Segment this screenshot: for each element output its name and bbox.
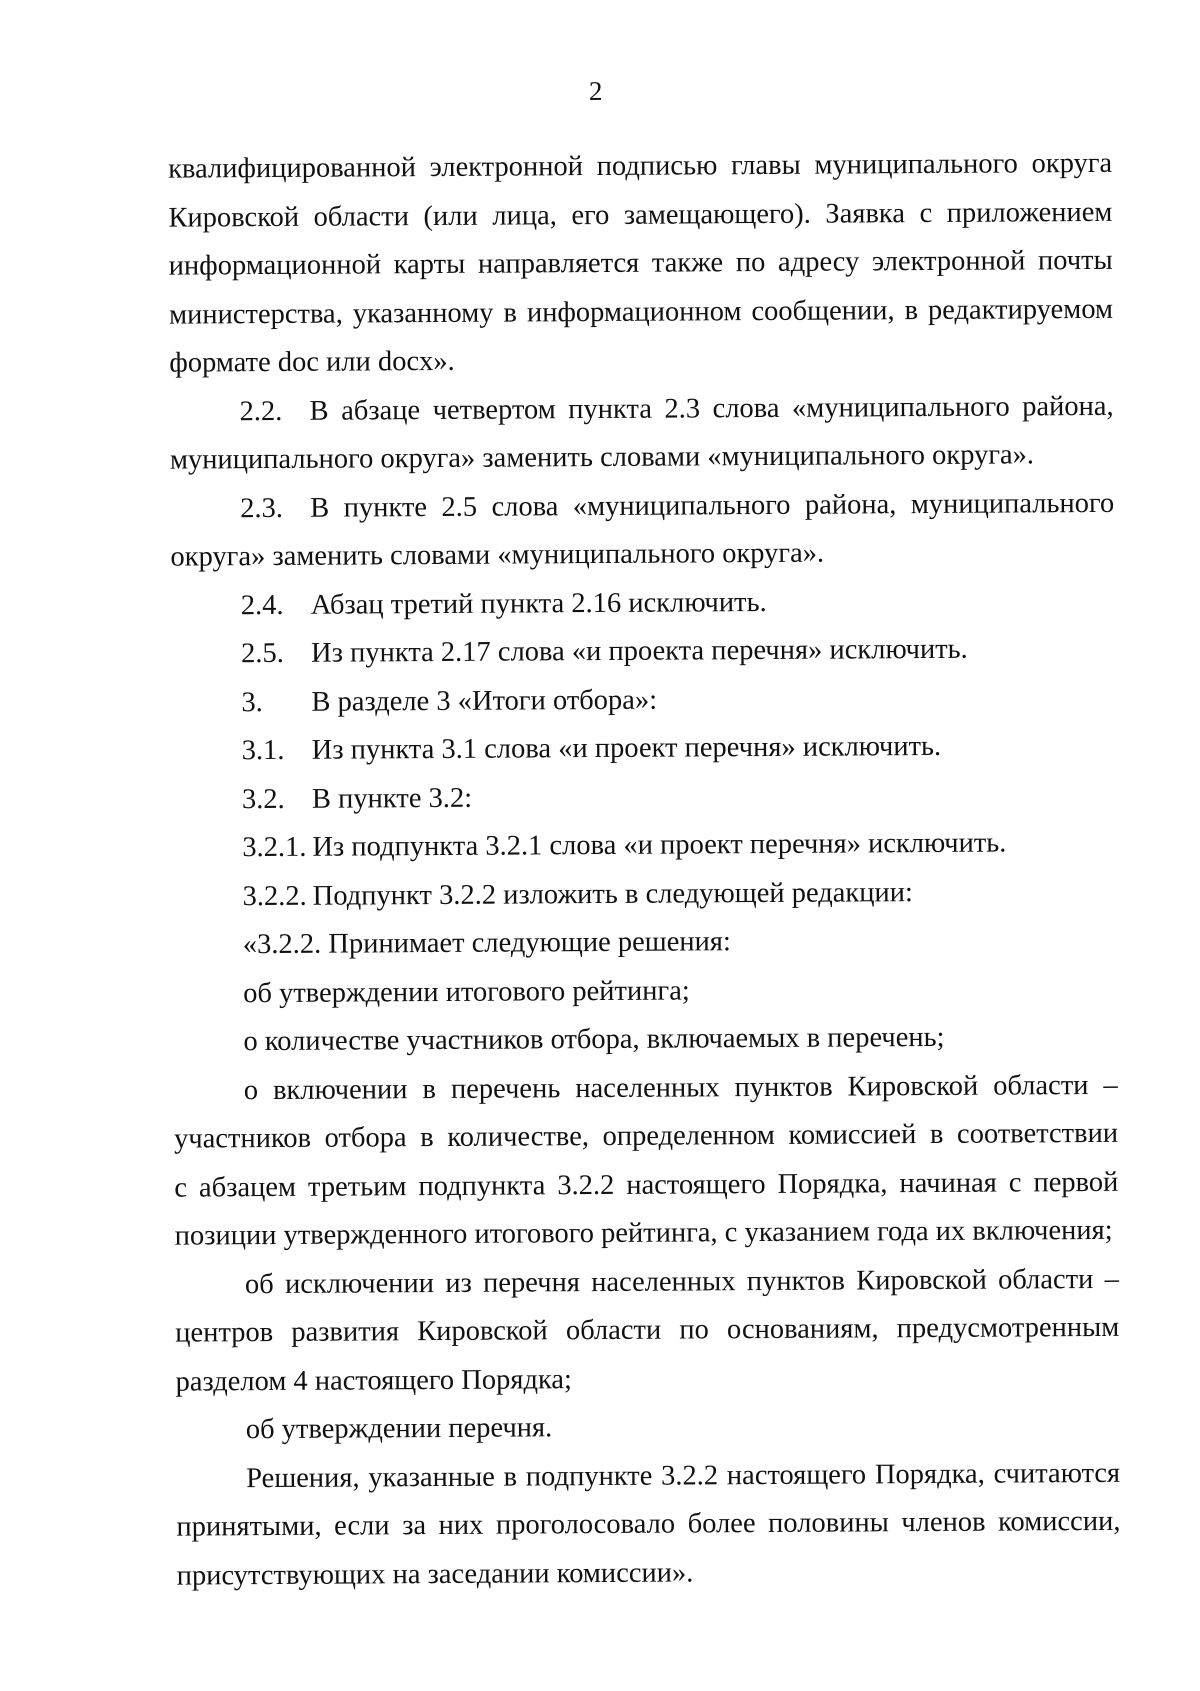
text-line: информационной карты направляется также по адресу электронной почты: [168, 244, 1113, 282]
document-body: [168, 140, 1121, 1601]
text-line: о включении в перечень населенных пунктов Кировской области –: [243, 1069, 1118, 1106]
item-number: 2.5.: [241, 637, 284, 670]
decision-item: [175, 1255, 1120, 1406]
item-text: Абзац третий пункта 2.16 исключить.: [310, 586, 767, 621]
paragraph-3-2-1: [172, 819, 1116, 873]
text-line: присутствующих на заседании комиссии».: [176, 1556, 694, 1592]
text-line: с абзацем третьим подпункта 3.2.2 настоящего Порядка, начиная с первой: [174, 1166, 1119, 1204]
item-text: Из пункта 3.1 слова «и проект перечня» исключить.: [311, 730, 942, 766]
item-number: 3.2.1.: [242, 831, 307, 864]
item-number: 3.1.: [241, 734, 285, 767]
closing-paragraph: [176, 1449, 1121, 1600]
paragraph-3-2-2: [172, 867, 1116, 921]
text-line: квалифицированной электронной подписью главы муниципального округа: [168, 147, 1113, 185]
text-line: об исключении из перечня населенных пунктов Кировской области –: [244, 1263, 1120, 1300]
item-text: Из подпункта 3.2.1 слова «и проект перечня» исключить.: [312, 827, 1007, 863]
item-text: В абзаце четвертом пункта 2.3 слова «муниципального района,: [309, 390, 1114, 427]
paragraph-2-4: [171, 576, 1115, 630]
item-number: 2.3.: [240, 492, 284, 524]
text-line: министерства, указанному в информационном сообщении, в редактируемом: [168, 293, 1114, 331]
item-text: В разделе 3 «Итоги отбора»:: [311, 684, 658, 718]
decision-item: об утверждении перечня.: [245, 1412, 553, 1446]
text-line: центров развития Кировской области по основаниям, предусмотренным: [175, 1311, 1120, 1349]
item-number: 3.2.: [241, 783, 285, 815]
text-line: муниципального округа» заменить словами «муниципального округа».: [169, 439, 1035, 476]
decision-item: [174, 1061, 1119, 1261]
decision-item: об утверждении итогового рейтинга;: [243, 974, 690, 1009]
decision-item: о количестве участников отбора, включаемых в перечень;: [243, 1021, 945, 1058]
quoted-paragraph-heading: «3.2.2. Принимает следующие решения:: [242, 926, 731, 961]
text-line: [170, 479, 1114, 533]
paragraph-3-1: [172, 722, 1116, 776]
paragraph-2-3: [170, 479, 1115, 582]
text-line: Решения, указанные в подпункте 3.2.2 настоящего Порядка, считаются: [246, 1457, 1121, 1494]
text-line: формате doc или docx».: [169, 345, 455, 379]
item-number: 3.: [241, 686, 263, 718]
text-line: [169, 382, 1113, 436]
paragraph-3: [171, 673, 1115, 727]
item-number: 3.2.2.: [242, 880, 307, 912]
paragraph-2-2: [169, 382, 1114, 485]
item-number: 2.2.: [239, 395, 283, 427]
page-number: 2: [588, 75, 603, 107]
item-number: 2.4.: [240, 589, 284, 621]
paragraph-2-5: [171, 625, 1115, 679]
paragraph-continuation: [168, 140, 1113, 388]
paragraph-3-2: [172, 770, 1116, 824]
text-line: позиции утвержденного итогового рейтинга, с указанием года их включения;: [174, 1214, 1113, 1252]
text-line: принятыми, если за них проголосовало более половины членов комиссии,: [176, 1505, 1121, 1543]
item-text: Подпункт 3.2.2 изложить в следующей редакции:: [312, 876, 913, 912]
item-text: В пункте 2.5 слова «муниципального района, муниципального: [310, 487, 1115, 524]
text-line: Кировской области (или лица, его замещающего). Заявка с приложением: [168, 196, 1113, 234]
item-text: В пункте 3.2:: [311, 782, 473, 815]
text-line: участников отбора в количестве, определенном комиссией в соответствии: [173, 1117, 1119, 1155]
item-text: Из пункта 2.17 слова «и проекта перечня» исключить.: [311, 633, 968, 669]
text-line: разделом 4 настоящего Порядка;: [175, 1363, 572, 1398]
text-line: округа» заменить словами «муниципального округа».: [170, 537, 825, 573]
